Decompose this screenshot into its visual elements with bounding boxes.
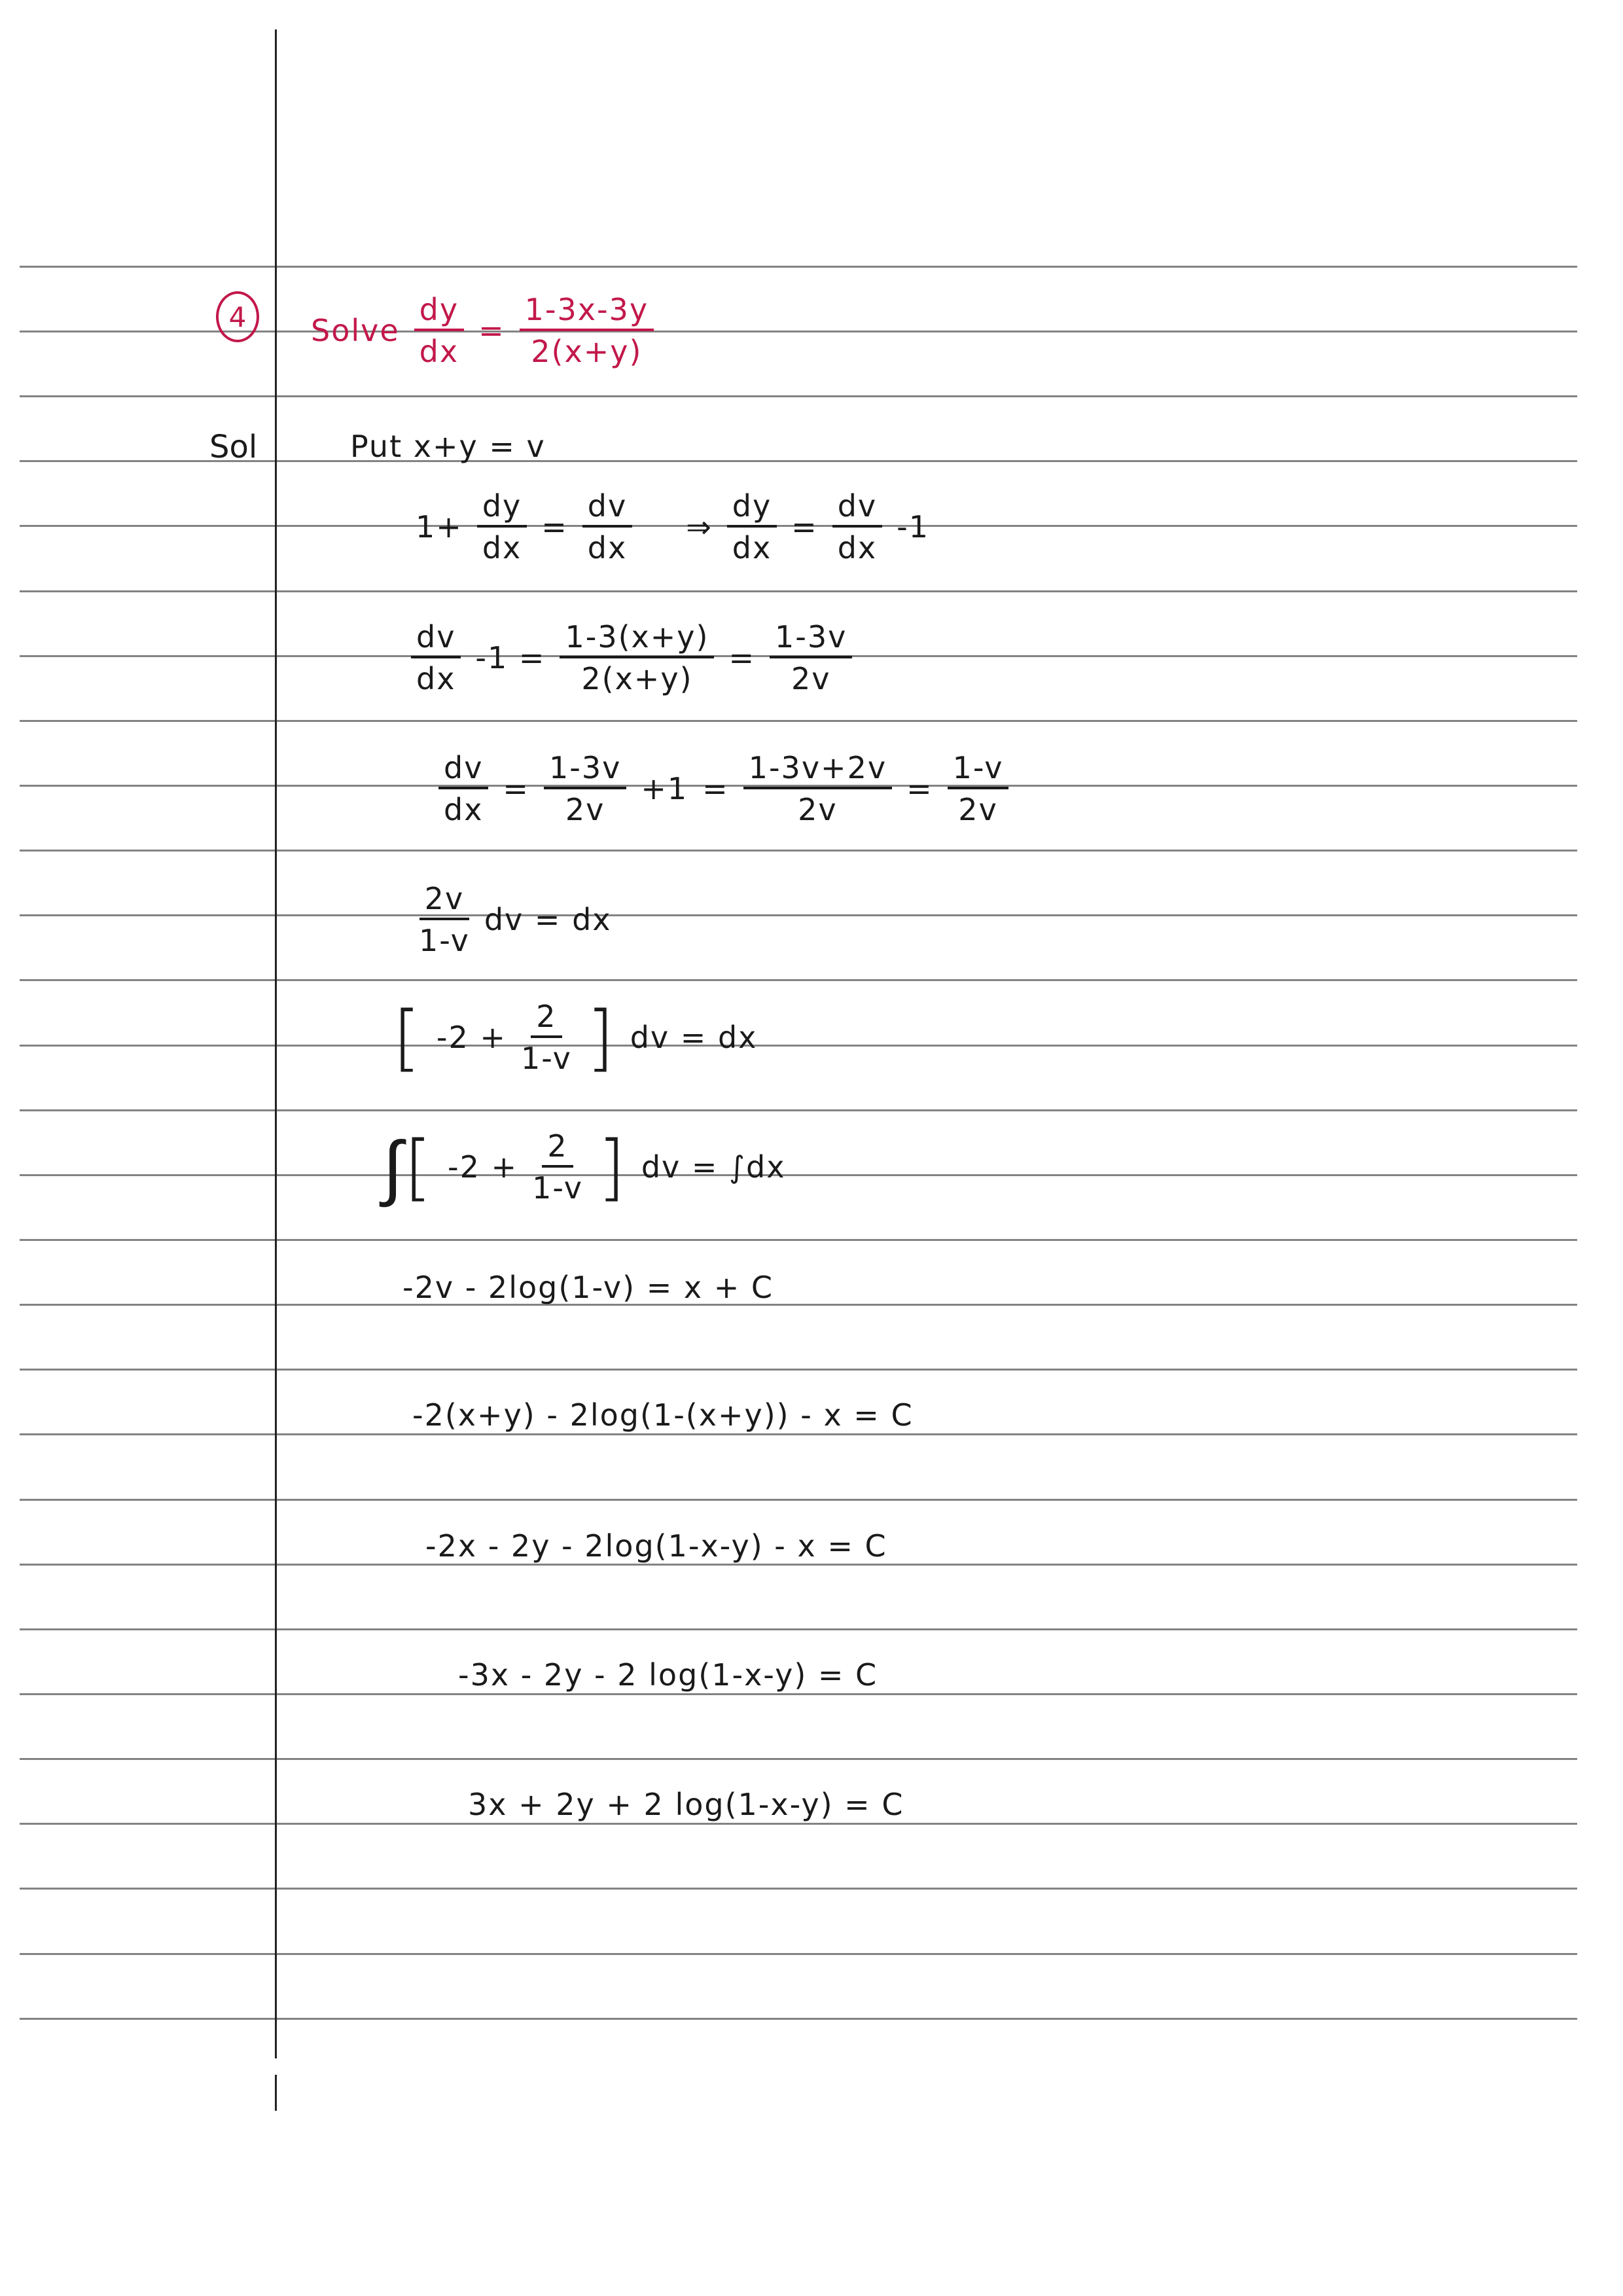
fraction-denominator: 2(x+y) bbox=[581, 661, 693, 696]
rule-line bbox=[20, 590, 1577, 592]
question-lhs-fraction bbox=[414, 292, 464, 369]
fraction bbox=[832, 488, 882, 565]
fraction bbox=[520, 999, 572, 1076]
term: -1 bbox=[897, 509, 930, 545]
close-bracket: ] bbox=[586, 996, 616, 1079]
step-2 bbox=[416, 488, 930, 565]
fraction bbox=[727, 488, 777, 565]
fraction-denominator: 2v bbox=[565, 792, 605, 827]
rule-line bbox=[20, 1888, 1577, 1890]
term: +1 bbox=[641, 771, 688, 806]
equals-sign: = bbox=[503, 771, 529, 806]
fraction bbox=[770, 619, 852, 696]
rule-line bbox=[20, 2018, 1577, 2020]
term: -2 + bbox=[448, 1149, 518, 1185]
fraction bbox=[438, 750, 488, 827]
fraction-numerator: dv bbox=[582, 491, 632, 528]
step-6 bbox=[393, 996, 758, 1079]
equals-sign: = bbox=[791, 509, 818, 545]
rule-line bbox=[20, 1823, 1577, 1825]
fraction-numerator: dy bbox=[414, 295, 464, 331]
fraction-denominator: 2v bbox=[798, 792, 838, 827]
rule-line bbox=[20, 1433, 1577, 1435]
equals-sign: = bbox=[478, 313, 505, 348]
rule-line bbox=[20, 1628, 1577, 1630]
fraction-denominator: dx bbox=[587, 530, 628, 565]
fraction bbox=[582, 488, 632, 565]
question-prefix: Solve bbox=[311, 313, 400, 348]
rule-line bbox=[20, 979, 1577, 981]
equals-sign: = bbox=[728, 640, 756, 675]
step-8: -2v - 2log(1-v) = x + C bbox=[402, 1270, 774, 1305]
question-rhs-fraction bbox=[520, 292, 654, 369]
rule-line bbox=[20, 720, 1577, 722]
step-4 bbox=[438, 750, 1008, 827]
fraction-denominator: dx bbox=[444, 792, 484, 827]
question-number bbox=[216, 291, 259, 342]
open-bracket: [ bbox=[393, 996, 422, 1079]
fraction-numerator: 2v bbox=[419, 884, 470, 920]
term: dv = ∫dx bbox=[641, 1149, 786, 1185]
term: dv = dx bbox=[630, 1020, 758, 1055]
step-7 bbox=[383, 1125, 786, 1209]
fraction-numerator: 1-3v bbox=[770, 622, 852, 658]
equals-sign: = bbox=[906, 771, 933, 806]
fraction-numerator: 1-3(x+y) bbox=[560, 622, 714, 658]
fraction-denominator: 1-v bbox=[419, 923, 470, 958]
fraction bbox=[544, 750, 626, 827]
fraction-numerator: dy bbox=[477, 491, 527, 528]
step-11: -3x - 2y - 2 log(1-x-y) = C bbox=[458, 1657, 878, 1693]
fraction bbox=[419, 881, 470, 958]
fraction-denominator: 2(x+y) bbox=[531, 334, 643, 369]
rule-line bbox=[20, 1045, 1577, 1047]
fraction-numerator: dy bbox=[727, 491, 777, 528]
term: 1+ bbox=[416, 509, 463, 545]
step-5 bbox=[419, 881, 612, 958]
term: -2 + bbox=[436, 1020, 507, 1055]
fraction-denominator: 1-v bbox=[520, 1041, 572, 1076]
fraction-numerator: 1-v bbox=[948, 753, 1009, 789]
fraction-numerator: dv bbox=[438, 753, 488, 789]
fraction-numerator: 2 bbox=[531, 1001, 562, 1038]
rule-line bbox=[20, 1369, 1577, 1371]
fraction-denominator: 1-v bbox=[532, 1170, 583, 1206]
rule-line bbox=[20, 1304, 1577, 1306]
rule-line bbox=[20, 1953, 1577, 1955]
step-12: 3x + 2y + 2 log(1-x-y) = C bbox=[468, 1787, 904, 1822]
fraction bbox=[411, 619, 461, 696]
rule-line bbox=[20, 1109, 1577, 1111]
fraction-denominator: dx bbox=[482, 530, 522, 565]
question-number-circle: 4 bbox=[216, 291, 259, 342]
fraction-numerator: 2 bbox=[542, 1131, 573, 1168]
rule-line bbox=[20, 266, 1577, 268]
fraction-numerator: dv bbox=[411, 622, 461, 658]
fraction-numerator: 1-3v bbox=[544, 753, 626, 789]
rule-line bbox=[20, 1239, 1577, 1241]
rule-line bbox=[20, 850, 1577, 852]
fraction-numerator: 1-3v+2v bbox=[743, 753, 892, 789]
fraction bbox=[532, 1128, 583, 1206]
equals-sign: = bbox=[702, 771, 729, 806]
question-statement bbox=[311, 292, 654, 369]
equals-sign: = bbox=[541, 509, 568, 545]
fraction-numerator: dv bbox=[832, 491, 882, 528]
fraction bbox=[560, 619, 714, 696]
fraction-denominator: 2v bbox=[958, 792, 998, 827]
fraction bbox=[477, 488, 527, 565]
fraction-numerator: 1-3x-3y bbox=[520, 295, 654, 331]
step-9: -2(x+y) - 2log(1-(x+y)) - x = C bbox=[412, 1397, 914, 1433]
rule-line bbox=[20, 1564, 1577, 1566]
fraction bbox=[948, 750, 1009, 827]
rule-line bbox=[20, 1693, 1577, 1695]
solution-label: Sol bbox=[209, 429, 258, 465]
fraction-denominator: dx bbox=[732, 530, 772, 565]
term: -1 = bbox=[475, 640, 546, 675]
term: dv = dx bbox=[484, 902, 612, 937]
rule-line bbox=[20, 1758, 1577, 1760]
rule-line bbox=[20, 1499, 1577, 1501]
fraction-denominator: dx bbox=[837, 530, 878, 565]
fraction-denominator: dx bbox=[416, 661, 456, 696]
fraction-denominator: 2v bbox=[791, 661, 831, 696]
rule-line bbox=[20, 914, 1577, 916]
close-bracket: ] bbox=[597, 1125, 627, 1209]
margin-line-tail bbox=[275, 2075, 277, 2111]
step-1: Put x+y = v bbox=[350, 429, 546, 464]
fraction-denominator: dx bbox=[419, 334, 459, 369]
margin-line bbox=[275, 29, 277, 2058]
rule-line bbox=[20, 1174, 1577, 1176]
implies-arrow: ⇒ bbox=[686, 509, 713, 545]
step-3 bbox=[411, 619, 852, 696]
integral-bracket: ∫[ bbox=[383, 1125, 434, 1209]
step-10: -2x - 2y - 2log(1-x-y) - x = C bbox=[425, 1528, 887, 1564]
fraction bbox=[743, 750, 892, 827]
rule-line bbox=[20, 395, 1577, 397]
